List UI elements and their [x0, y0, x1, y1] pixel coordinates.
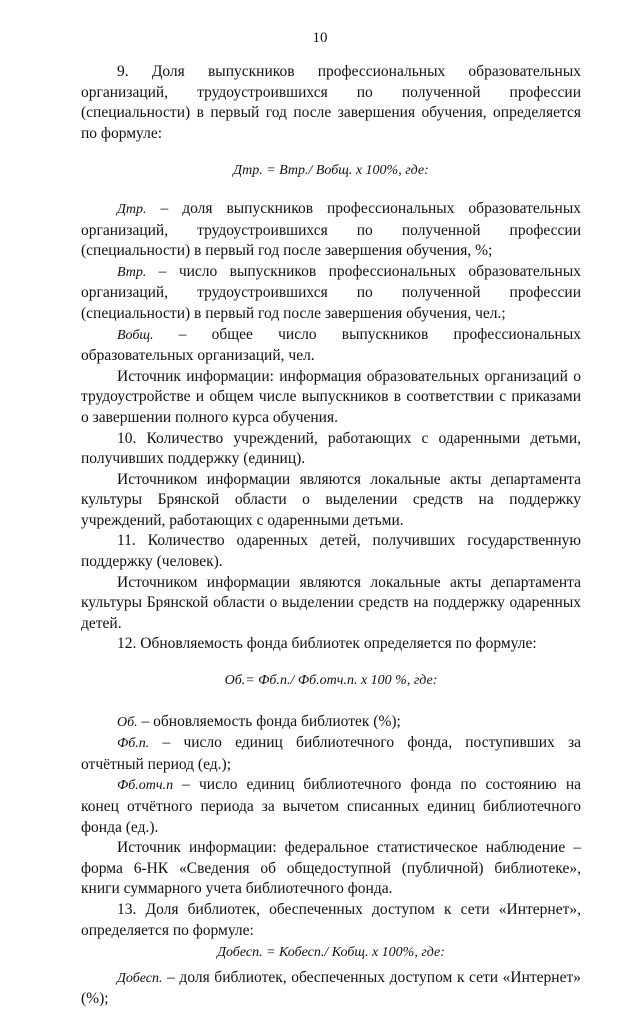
term-vobsh: Вобщ.	[117, 327, 154, 343]
definition-dobesp	[81, 968, 581, 1010]
definition-dtr-text: – доля выпускников профессиональных образовательных организаций, трудоустроившихся по полученной профессии (специальности) в первый год после завершения обучения, %;	[81, 199, 581, 260]
definition-dtr	[81, 199, 581, 262]
definition-ob-text: – обновляемость фонда библиотек (%);	[137, 712, 401, 730]
definition-ob	[81, 712, 581, 734]
term-dtr: Дтр.	[117, 201, 147, 217]
formula-dtr: Дтр. = Втр./ Вобщ. х 100%, где:	[233, 163, 429, 179]
definition-vtr-text: – число выпускников профессиональных образовательных организаций, трудоустроившихся по полученной профессии (специальности) в первый год после завершения обучения, чел.;	[81, 262, 581, 322]
term-fbotch: Фб.отч.п	[117, 778, 174, 794]
definition-fbotch-text: – число единиц библиотечного фонда по состоянию на конец отчётного периода за вычетом списанных единиц библиотечного фонда (ед.).	[81, 776, 581, 836]
page-number: 10	[312, 30, 328, 46]
term-fbp: Фб.п.	[117, 736, 150, 752]
document-body	[81, 62, 581, 1010]
definition-fbotch	[81, 775, 581, 838]
item-10-paragraph: 10. Количество учреждений, работающих с одаренными детьми, получивших поддержку (единиц).	[81, 429, 581, 468]
term-ob: Об.	[117, 714, 138, 730]
source-item-12: Источник информации: федеральное статистическое наблюдение – форма 6-НК «Сведения об общедоступной (публичной) библиотеке», книги суммарного учета библиотечного фонда.	[81, 839, 581, 898]
formula-dobesp: Добесп. = Кобесп./ Кобщ. х 100%, где:	[217, 945, 445, 961]
definition-fbp	[81, 733, 581, 775]
definition-vobsh-text: – общее число выпускников профессиональных образовательных организаций, чел.	[81, 325, 581, 365]
item-11-paragraph: 11. Количество одаренных детей, получивших государственную поддержку (человек).	[81, 532, 581, 571]
term-vtr: Втр.	[117, 264, 147, 280]
source-item-11: Источником информации являются локальные акты департамента культуры Брянской области о выделении средств на поддержку одаренных детей.	[81, 573, 581, 632]
source-item-9: Источник информации: информация образовательных организаций о трудоустройстве и общем числе выпускников в соответствии с приказами о завершении полного курса обучения.	[81, 367, 581, 426]
item-9-paragraph: 9. Доля выпускников профессиональных образовательных организаций, трудоустроившихся по полученной профессии (специальности) в первый год после завершения обучения, определяется по формуле:	[81, 63, 581, 142]
formula-ob: Об.= Фб.п./ Фб.отч.п. х 100 %, где:	[224, 673, 438, 689]
definition-vtr	[81, 262, 581, 325]
source-item-10: Источником информации являются локальные акты департамента культуры Брянской области о выделении средств на поддержку учреждений, работающих с одаренными детьми.	[81, 470, 581, 529]
definition-dobesp-text: – доля библиотек, обеспеченных доступом к сети «Интернет» (%);	[81, 968, 581, 1008]
term-dobesp: Добесп.	[117, 970, 163, 986]
definition-fbp-text: – число единиц библиотечного фонда, поступивших за отчётный период (ед.);	[81, 734, 581, 773]
item-12-paragraph: 12. Обновляемость фонда библиотек определяется по формуле:	[117, 635, 537, 653]
item-13-paragraph: 13. Доля библиотек, обеспеченных доступом к сети «Интернет», определяется по формуле:	[81, 900, 581, 939]
definition-vobsh	[81, 325, 581, 367]
